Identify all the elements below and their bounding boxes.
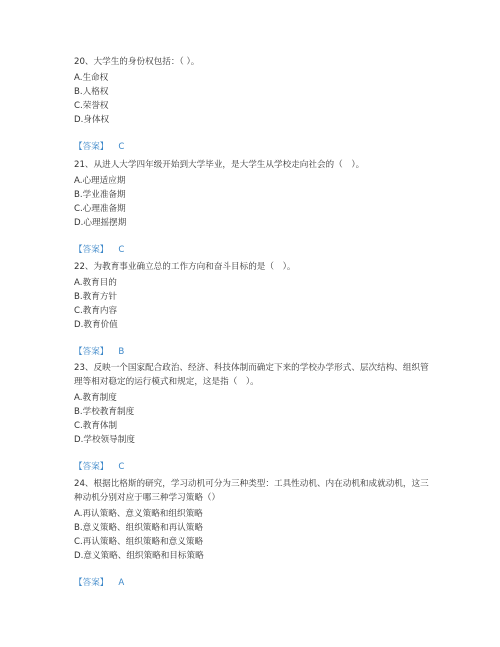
option-d: D.教育价值 (74, 320, 118, 330)
question-stem: 23、反映一个国家配合政治、经济、科技体制而确定下来的学校办学形式、层次结构、组织管理等相对稳定的运行模式和规定，这是指（ ）。 (74, 363, 429, 387)
answer-value: A (118, 578, 125, 588)
question-stem: 20、大学生的身份权包括：（ ）。 (74, 57, 200, 67)
question-20 (74, 55, 436, 154)
option-d: D.身体权 (74, 115, 110, 125)
option-a: A.再认策略、意义策略和组织策略 (74, 509, 203, 519)
answer-line (74, 140, 436, 154)
option-b: B.学业准备期 (74, 190, 126, 200)
answer-line (74, 243, 436, 257)
option-b: B.教育方针 (74, 292, 118, 302)
option-b: B.意义策略、组织策略和再认策略 (74, 523, 203, 533)
question-23 (74, 361, 436, 474)
answer-value: B (118, 347, 125, 357)
option-d: D.心理摇摆期 (74, 218, 127, 228)
question-22 (74, 260, 436, 359)
answer-label: 【答案】 (74, 462, 109, 472)
option-a: A.心理适应期 (74, 176, 126, 186)
question-stem: 22、为教育事业确立总的工作方向和奋斗目标的是（ ）。 (74, 262, 296, 272)
answer-line (74, 460, 436, 474)
option-b: B.学校教育制度 (74, 407, 135, 417)
question-stem: 21、从进人大学四年级开始到大学毕业，是大学生从学校走向社会的（ ）。 (74, 160, 365, 170)
option-c: C.教育体制 (74, 421, 118, 431)
option-c: C.心理准备期 (74, 204, 126, 214)
option-c: C.再认策略、组织策略和意义策略 (74, 537, 204, 547)
option-a: A.教育目的 (74, 278, 117, 288)
option-a: A.教育制度 (74, 393, 117, 403)
option-d: D.意义策略、组织策略和目标策略 (74, 551, 204, 561)
answer-value: C (118, 462, 125, 472)
answer-label: 【答案】 (74, 245, 109, 255)
answer-label: 【答案】 (74, 347, 109, 357)
answer-label: 【答案】 (74, 578, 109, 588)
answer-line (74, 576, 436, 590)
option-c: C.教育内容 (74, 306, 118, 316)
option-d: D.学校领导制度 (74, 435, 135, 445)
question-21 (74, 158, 436, 257)
answer-line (74, 345, 436, 359)
answer-value: C (118, 245, 125, 255)
question-24 (74, 477, 436, 590)
option-b: B.人格权 (74, 87, 109, 97)
answer-label: 【答案】 (74, 142, 109, 152)
question-stem: 24、根据比格斯的研究，学习动机可分为三种类型：工具性动机、内在动机和成就动机，这三种动机分别对应于哪三种学习策略（） (74, 479, 429, 503)
option-a: A.生命权 (74, 73, 109, 83)
option-c: C.荣誉权 (74, 101, 109, 111)
answer-value: C (118, 142, 125, 152)
